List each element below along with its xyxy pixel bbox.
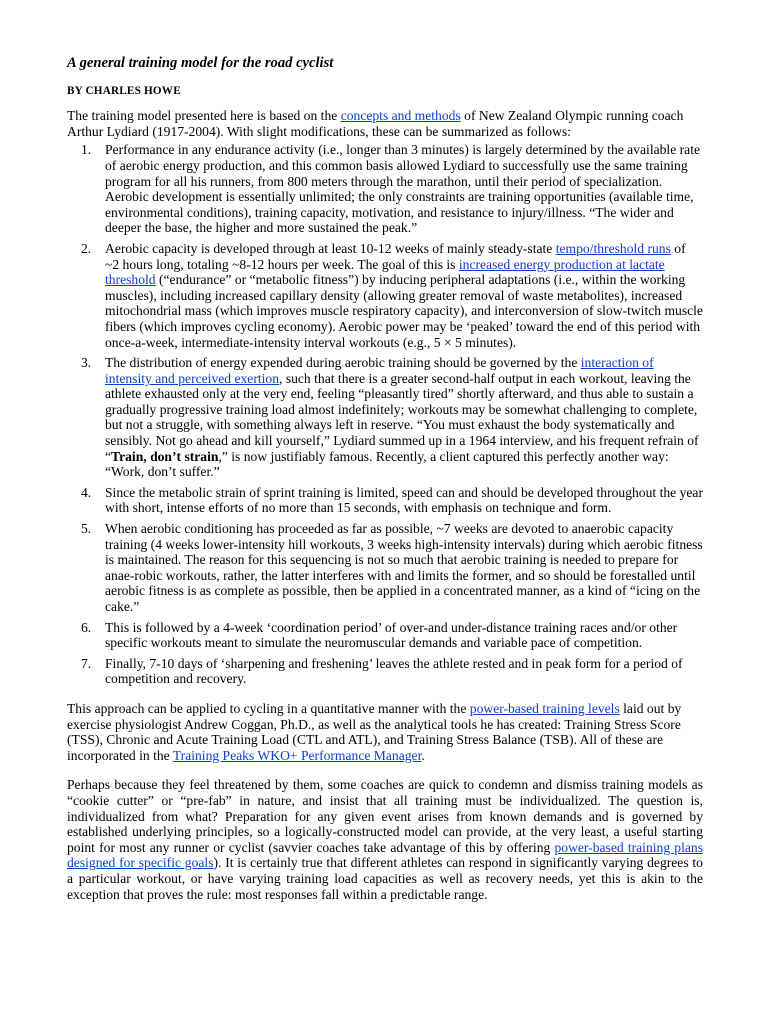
list-number: 7.: [81, 655, 92, 671]
link-concepts-and-methods[interactable]: concepts and methods: [340, 108, 461, 124]
list-number: 6.: [81, 619, 92, 635]
list-number: 2.: [81, 240, 92, 256]
list-item-text: Aerobic capacity is developed through at least 10-12 weeks of mainly steady-state: [105, 240, 556, 256]
intro-paragraph: [67, 108, 703, 139]
list-item-text: (“endurance” or “metabolic fitness”) by inducing peripheral adaptations (i.e., within the working muscles), including increased capillary density (allowing greater removal of waste metabolites), increased mitochondrial mass (which improves muscle respiratory capacity), and interconversion of slow-twitch muscle fibers (which improves cycling economy). Aerobic power may be ‘peaked’ toward the end of this period with once-a-week, intermediate-intensity interval workouts (e.g., 5 × 5 minutes).: [105, 272, 703, 350]
cookie-cutter-paragraph: [67, 777, 703, 902]
paragraph-text: This approach can be applied to cycling in a quantitative manner with the: [67, 700, 470, 716]
list-item-text: The distribution of energy expended during aerobic training should be governed by the: [105, 355, 581, 371]
list-item-4: [67, 485, 703, 516]
author-byline: BY CHARLES HOWE: [67, 84, 181, 97]
intro-text-b: of New Zealand Olympic running coach Arthur Lydiard (1917-2004). With slight modifications, these can be summarized as follows:: [67, 108, 684, 139]
list-number: 4.: [81, 484, 92, 500]
link-training-peaks-wko[interactable]: Training Peaks WKO+ Performance Manager: [172, 747, 422, 763]
list-item-text: When aerobic conditioning has proceeded as far as possible, ~7 weeks are devoted to anaerobic capacity training (4 weeks lower-intensity hill workouts, 3 weeks high-intensity intervals) during which aerobic fitness is maintained. The reason for this sequencing is not so much that aerobic training is needed to prepare for anae-robic workouts, rather, the latter interferes with and limits the former, and so should be forestalled until aerobic fitness is as complete as possible, then be applied in a concentrated manner, as a kind of “icing on the cake.”: [105, 521, 703, 614]
list-number: 1.: [81, 142, 92, 158]
list-item-text: ,” is now justifiably famous. Recently, a client captured this perfectly another way: “Work, don’t suffer.”: [105, 448, 669, 480]
list-item-text: This is followed by a 4-week ‘coordination period’ of over-and under-distance training races and/or other specific workouts meant to simulate the neuromuscular demands and variable pace of competition.: [105, 619, 678, 651]
list-item-text: Finally, 7-10 days of ‘sharpening and freshening’ leaves the athlete rested and in peak form for a period of competition and recovery.: [105, 655, 683, 687]
link-intensity-perceived-exertion[interactable]: interaction of intensity and perceived exertion: [105, 355, 654, 386]
list-item-7: [67, 656, 703, 687]
bold-quote: Train, don’t strain: [111, 448, 219, 464]
document-page: [67, 56, 703, 902]
paragraph-text: Perhaps because they feel threatened by them, some coaches are quick to condemn and dismiss training models as “cookie cutter” or “pre-fab” in nature, and insist that all training must be individualized. The question is, individualized from what? Preparation for any given event arises from known demands and is governed by established underlying principles, so a logically-constructed model can provide, at the very least, a useful starting point for most any runner or cyclist (savvier coaches take advantage of this by offering: [67, 777, 703, 855]
document-title: A general training model for the road cyclist: [67, 55, 334, 71]
list-item-text: , such that there is a greater second-half output in each workout, leaving the athlete exhausted only at the very end, feeling “pleasantly tired” shortly afterward, and thus able to sustain a gradually progressive training load almost indefinitely; workouts may be somewhat challenging to complete, but not a struggle, with something always left in reserve. “You must exhaust the body systematically and sensibly. Not go ahead and kill yourself,” Lydiard summed up in a 1964 interview, and his frequent refrain of “: [105, 370, 699, 464]
list-item-5: [67, 521, 703, 615]
list-item-text: Performance in any endurance activity (i.e., longer than 3 minutes) is largely determined by the available rate of aerobic energy production, and this common basis allowed Lydiard to successfully use the same training program for all his runners, from 800 meters through the marathon, until their period of specialization. Aerobic development is essentially unlimited; the only constraints are training opportunities (available time, environmental conditions), training capacity, motivation, and resistance to injury/illness. “The wider and deeper the base, the higher and more sustained the peak.”: [105, 142, 701, 236]
link-power-based-training-levels[interactable]: power-based training levels: [469, 700, 620, 716]
list-item-text: of ~2 hours long, totaling ~8-12 hours per week. The goal of this is: [105, 240, 686, 272]
list-item-1: [67, 142, 703, 236]
list-item-text: Since the metabolic strain of sprint training is limited, speed can and should be developed throughout the year with short, intense efforts of no more than 15 seconds, with emphasis on technique and form.: [105, 484, 703, 516]
link-tempo-threshold-runs[interactable]: tempo/threshold runs: [555, 240, 671, 256]
list-item-6: [67, 620, 703, 651]
list-item-3: [67, 355, 703, 480]
list-number: 3.: [81, 355, 92, 371]
link-lactate-threshold[interactable]: increased energy production at lactate threshold: [105, 256, 665, 288]
paragraph-text: .: [421, 747, 425, 763]
paragraph-text: laid out by exercise physiologist Andrew Coggan, Ph.D., as well as the analytical tools he has created: Training Stress Score (TSS), Chronic and Acute Training Load (CTL and ATL), and Training Stress Balance (TSB). All of these are incorporated in the: [67, 700, 682, 763]
paragraph-text: ). It is certainly true that different athletes can respond in significantly varying degrees to a particular workout, or have varying training load capacities as well as recovery needs, yet this is akin to the exception that proves the rule: most responses fall within a predictable range.: [67, 855, 703, 902]
principles-list: [67, 142, 703, 687]
intro-text-a: The training model presented here is based on the: [67, 108, 341, 124]
link-power-based-training-plans[interactable]: power-based training plans designed for specific goals: [67, 839, 703, 871]
cycling-application-paragraph: [67, 701, 703, 763]
list-item-2: [67, 241, 703, 350]
list-number: 5.: [81, 521, 92, 537]
